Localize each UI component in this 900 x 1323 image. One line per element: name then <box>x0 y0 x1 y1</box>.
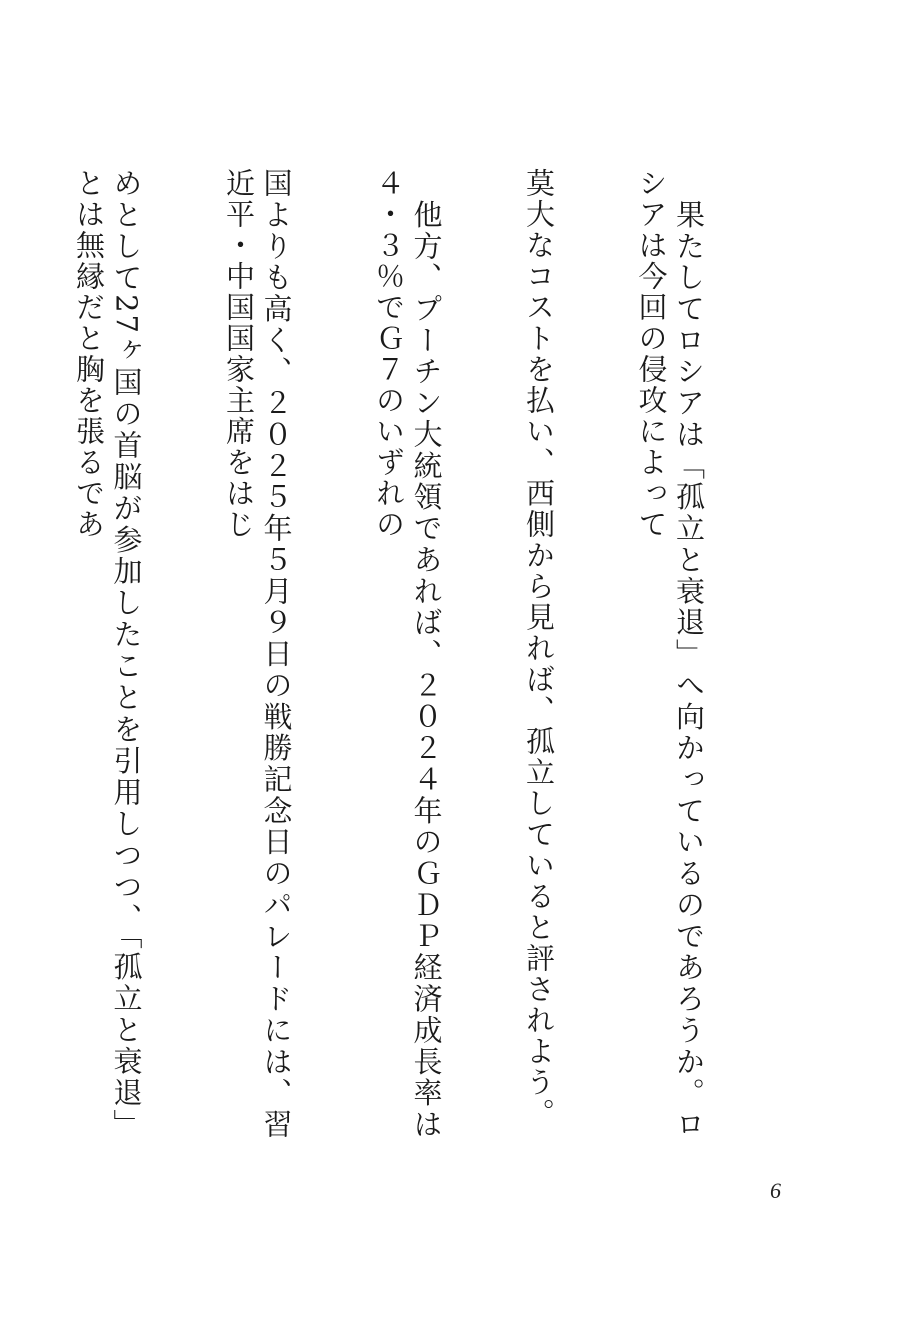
text-line: 他方、プーチン大統領であれば、２０２４年のＧＤＰ経済成長率は４・３％でＧ７のいずれの <box>372 168 444 1140</box>
page-number: 6 <box>770 1178 781 1203</box>
vertical-text-block <box>0 168 782 1140</box>
text-line: 果たしてロシアは「孤立と衰退」へ向かっているのであろうか。ロシアは今回の侵攻によって <box>634 168 706 1140</box>
text-line: めとして27ヶ国の首脳が参加したことを引用しつつ、「孤立と衰退」とは無縁だと胸を張るであ <box>72 168 144 1140</box>
text-line: 莫大なコストを払い、西側から見れば、孤立していると評されよう。 <box>522 168 556 1129</box>
text-line: 国よりも高く、２０２５年５月９日の戦勝記念日のパレードには、習近平・中国国家主席をはじ <box>222 168 294 1140</box>
